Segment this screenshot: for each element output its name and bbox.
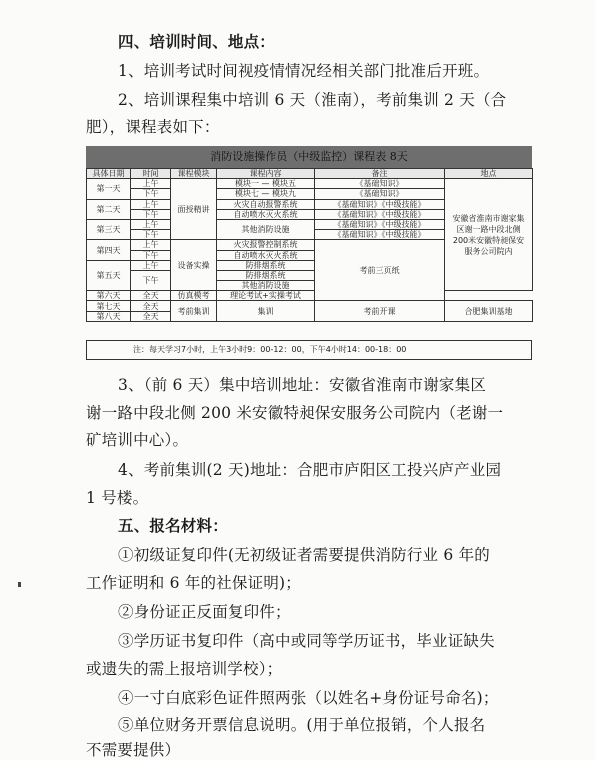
material-1-line-1: ①初级证复印件(无初级证者需要提供消防行业 6 年的	[118, 546, 490, 564]
module-cell: 面授精讲	[171, 179, 217, 240]
remark-cell: 《基础知识》《中级技能》	[315, 230, 445, 240]
time-cell: 上午	[131, 199, 171, 209]
schedule-table	[86, 146, 532, 361]
remark-cell: 《基础知识》《中级技能》	[315, 199, 445, 209]
time-cell: 全天	[131, 291, 171, 301]
remark-cell: 《基础知识》《中级技能》	[315, 219, 445, 229]
day-cell: 第六天	[87, 291, 131, 301]
content-cell: 自动喷水灭火系统	[217, 250, 315, 260]
schedule-title: 消防设施操作员（中级监控）课程表 8天	[86, 146, 532, 168]
time-cell: 上午	[131, 219, 171, 229]
material-3-line-1: ③学历证书复印件（高中或同等学历证书，毕业证缺失	[118, 632, 495, 650]
schedule-grid	[86, 168, 533, 322]
time-cell: 全天	[131, 301, 171, 311]
remark-cell: 考前三页纸	[315, 240, 445, 301]
header-content: 课程内容	[217, 169, 315, 179]
paragraph-1: 1、培训考试时间视疫情情况经相关部门批准后开班。	[118, 62, 490, 80]
remark-cell: 《基础知识》	[315, 189, 445, 199]
material-4: ④一寸白底彩色证件照两张（以姓名+身份证号命名)；	[118, 689, 499, 707]
remark-cell: 《基础知识》《中级技能》	[315, 209, 445, 219]
material-5-line-2: 不需要提供）	[86, 741, 181, 759]
paragraph-2-line-1: 2、培训课程集中培训 6 天（淮南），考前集训 2 天（合	[118, 91, 507, 109]
table-header-row	[87, 169, 533, 179]
material-3-line-2: 或遗失的需上报培训学校）；	[86, 660, 283, 678]
paragraph-3-line-1: 3、（前 6 天）集中培训地址：安徽省淮南市谢家集区	[118, 376, 487, 394]
day-cell: 第二天	[87, 199, 131, 219]
content-cell: 集训	[217, 301, 315, 321]
day-cell: 第一天	[87, 179, 131, 199]
content-cell: 火灾自动报警系统	[217, 199, 315, 209]
day-cell: 第五天	[87, 260, 131, 291]
schedule-note	[86, 340, 532, 360]
content-cell: 理论考试+实操考试	[217, 291, 315, 301]
time-cell: 下午	[131, 250, 171, 260]
content-cell: 其他消防设施	[217, 281, 315, 291]
content-cell: 火灾报警控制系统	[217, 240, 315, 250]
time-cell: 上午	[131, 179, 171, 189]
content-cell: 防排烟系统	[217, 270, 315, 280]
content-cell: 自动喷水灭火系统	[217, 209, 315, 219]
section-5-title: 五、报名材料：	[118, 516, 228, 535]
scan-speck	[18, 582, 21, 587]
remark-cell: 考前开课	[315, 301, 445, 321]
table-row	[87, 291, 533, 301]
time-cell: 下午	[131, 270, 171, 290]
time-cell: 下午	[131, 209, 171, 219]
time-cell: 上午	[131, 260, 171, 270]
remark-cell: 《基础知识》	[315, 179, 445, 189]
location-cell: 安徽省淮南市谢家集区谢一路中段北侧200米安徽特昶保安服务公司院内	[445, 179, 533, 291]
paragraph-2-line-2: 肥），课程表如下：	[86, 118, 220, 136]
module-cell: 设备实操	[171, 240, 217, 291]
module-cell: 仿真模考	[171, 291, 217, 301]
paragraph-4-line-2: 1 号楼。	[86, 489, 149, 507]
day-cell: 第四天	[87, 240, 131, 260]
time-cell: 下午	[131, 189, 171, 199]
paragraph-3-line-2: 谢一路中段北侧 200 米安徽特昶保安服务公司院内（老谢一	[86, 404, 504, 422]
day-cell: 第七天	[87, 301, 131, 311]
material-5-line-1: ⑤单位财务开票信息说明。(用于单位报销，个人报名	[118, 716, 486, 734]
header-time: 时间	[131, 169, 171, 179]
time-cell: 上午	[131, 240, 171, 250]
day-cell: 第八天	[87, 311, 131, 321]
material-1-line-2: 工作证明和 6 年的社保证明)；	[86, 574, 301, 592]
schedule-note-text: 注：每天学习7小时，上午3小时9：00-12：00，下午4小时14：00-18：00	[133, 345, 407, 354]
day-cell: 第三天	[87, 219, 131, 239]
material-2: ②身份证正反面复印件；	[118, 603, 291, 621]
content-cell: 防排烟系统	[217, 260, 315, 270]
paragraph-4-line-1: 4、考前集训(2 天)地址：合肥市庐阳区工投兴庐产业园	[118, 461, 502, 479]
paragraph-3-line-3: 矿培训中心）。	[86, 431, 189, 449]
section-4-title: 四、培训时间、地点：	[118, 32, 276, 51]
content-cell: 模块一 — 模块五	[217, 179, 315, 189]
table-row	[87, 179, 533, 189]
header-remark: 备注	[315, 169, 445, 179]
location-cell: 合肥集训基地	[445, 301, 533, 321]
module-cell: 考前集训	[171, 301, 217, 321]
content-cell: 模块七 — 模块九	[217, 189, 315, 199]
content-cell: 其他消防设施	[217, 219, 315, 239]
header-date: 具体日期	[87, 169, 131, 179]
header-location: 地点	[445, 169, 533, 179]
header-module: 课程模块	[171, 169, 217, 179]
time-cell: 全天	[131, 311, 171, 321]
table-row	[87, 301, 533, 311]
time-cell: 下午	[131, 230, 171, 240]
